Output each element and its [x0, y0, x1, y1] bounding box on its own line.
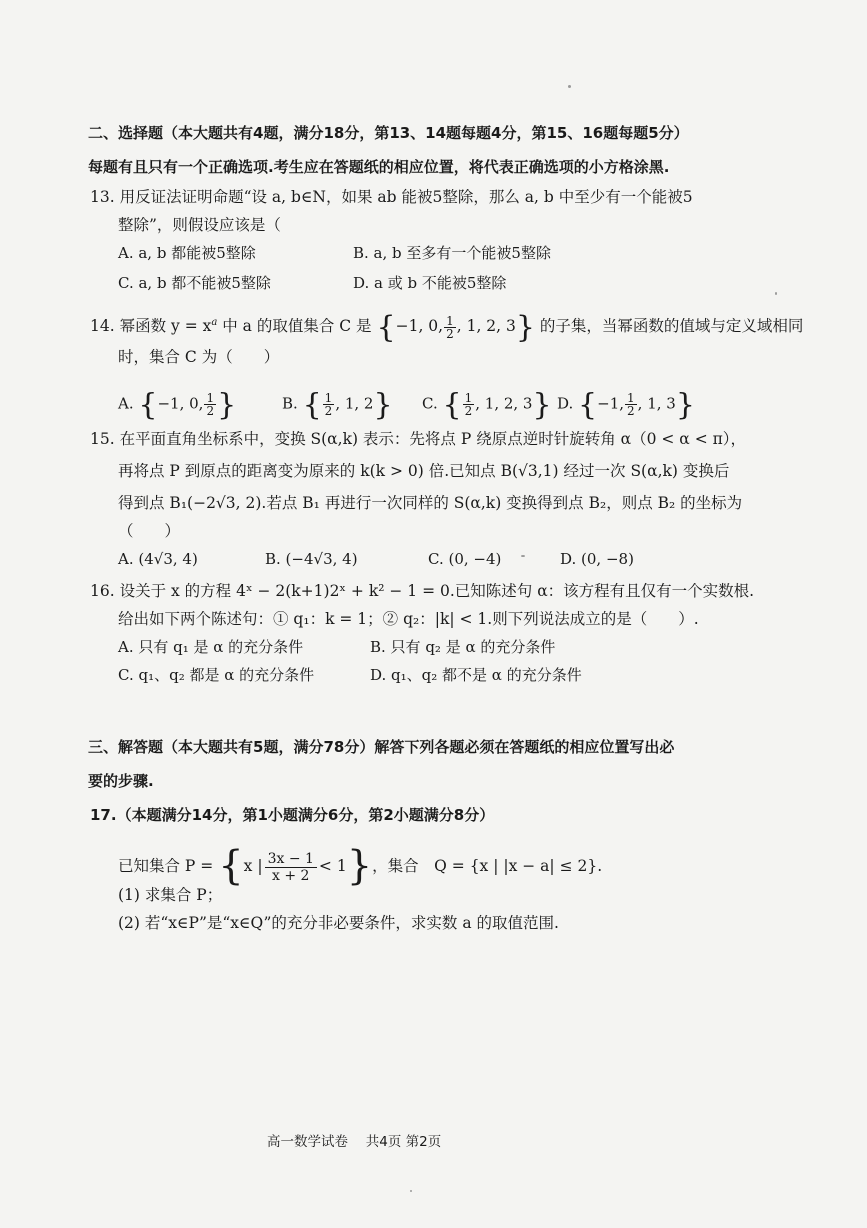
- left-brace: {: [138, 387, 158, 423]
- section3-heading-cont: 要的步骤.: [88, 772, 154, 790]
- page-footer: 高一数学试卷 共4页 第2页: [267, 1134, 442, 1150]
- fraction-denominator: 2: [464, 404, 473, 418]
- q17-header: 17.（本题满分14分，第1小题满分6分，第2小题满分8分）: [90, 806, 495, 824]
- q16-option-a: A. 只有 q₁ 是 α 的充分条件: [118, 638, 304, 656]
- option-fraction: [625, 392, 637, 417]
- q17-set-pre: x |: [243, 857, 263, 875]
- q14-exponent: a: [211, 317, 218, 328]
- option-label: B.: [282, 394, 298, 413]
- q17-given-part-b: ，集合 Q = {x | |x − a| ≤ 2}.: [372, 857, 603, 875]
- q15-option-c: C. (0, −4): [428, 550, 502, 568]
- q14-set-pre: −1, 0,: [395, 317, 444, 336]
- q17-fraction: [265, 851, 317, 884]
- fraction-numerator: 1: [324, 391, 333, 405]
- left-brace: {: [442, 387, 462, 423]
- fraction-numerator: 3x − 1: [265, 851, 317, 868]
- option-set-pre: −1, 0,: [157, 394, 204, 413]
- q17-given: [118, 843, 603, 889]
- q15-option-a: A. (4√3, 4): [118, 550, 198, 568]
- q14-option-b: [282, 387, 393, 423]
- q14-stem-part-b: 中 a 的取值集合 C 是: [217, 317, 372, 336]
- left-brace: {: [376, 310, 396, 346]
- fraction-denominator: 2: [206, 404, 215, 418]
- right-brace: }: [675, 387, 695, 423]
- fraction-numerator: 1: [206, 391, 215, 405]
- q13-option-b: B. a, b 至多有一个能被5整除: [353, 244, 551, 262]
- option-label: A.: [118, 394, 134, 413]
- fraction-numerator: 1: [446, 313, 454, 328]
- scan-speck: [521, 555, 525, 557]
- fraction-numerator: 1: [627, 391, 635, 405]
- q17-part2: (2) 若“x∈P”是“x∈Q”的充分非必要条件，求实数 a 的取值范围.: [118, 914, 559, 932]
- scan-speck: [568, 85, 571, 88]
- fraction-denominator: x + 2: [272, 867, 310, 884]
- q14-stem-line1: [90, 310, 804, 346]
- q13-stem-line1: 13. 用反证法证明命题“设 a, b∈N，如果 ab 能被5整除，那么 a, b 中至少有一个能被5: [90, 188, 693, 206]
- q13-option-c: C. a, b 都不能被5整除: [118, 274, 271, 292]
- option-set-post: , 1, 2: [335, 394, 374, 413]
- left-brace: {: [218, 843, 244, 889]
- q14-stem-line2: 时，集合 C 为（ ）: [118, 348, 280, 366]
- q13-stem-line2: 整除”，则假设应该是（: [118, 216, 281, 234]
- right-brace: }: [373, 387, 393, 423]
- right-brace: }: [515, 310, 535, 346]
- q16-option-d: D. q₁、q₂ 都不是 α 的充分条件: [370, 666, 582, 684]
- section2-instruction: 每题有且只有一个正确选项.考生应在答题纸的相应位置，将代表正确选项的小方格涂黑.: [88, 158, 670, 176]
- q15-stem-line2: 再将点 P 到原点的距离变为原来的 k(k > 0) 倍.已知点 B(√3,1) 经过一次 S(α,k) 变换后: [118, 462, 730, 480]
- option-set-post: , 1, 3: [637, 394, 676, 413]
- scan-speck: [775, 292, 777, 295]
- q15-option-d: D. (0, −8): [560, 550, 634, 568]
- fraction-numerator: 1: [464, 391, 473, 405]
- fraction-denominator: 2: [324, 404, 333, 418]
- fraction-denominator: 2: [446, 326, 454, 341]
- scan-speck: [410, 1190, 412, 1192]
- left-brace: {: [578, 387, 598, 423]
- q14-set-post: , 1, 2, 3: [456, 317, 516, 336]
- q14-stem-part-c: 的子集，当幂函数的值域与定义域相同: [539, 317, 804, 336]
- q14-option-d: [557, 387, 695, 423]
- q16-option-c: C. q₁、q₂ 都是 α 的充分条件: [118, 666, 315, 684]
- option-fraction: [463, 392, 475, 417]
- q15-stem-line3: 得到点 B₁(−2√3, 2).若点 B₁ 再进行一次同样的 S(α,k) 变换得到点 B₂，则点 B₂ 的坐标为: [118, 494, 743, 512]
- option-label: C.: [422, 394, 438, 413]
- section2-heading: 二、选择题（本大题共有4题，满分18分，第13、14题每题4分，第15、16题每题5分）: [88, 124, 689, 142]
- q14-set-fraction: [444, 315, 456, 340]
- q17-set-post: < 1: [318, 857, 347, 875]
- section3-heading: 三、解答题（本大题共有5题，满分78分）解答下列各题必须在答题纸的相应位置写出必: [88, 738, 675, 756]
- q16-stem-line1: 16. 设关于 x 的方程 4ˣ − 2(k+1)2ˣ + k² − 1 = 0.已知陈述句 α：该方程有且仅有一个实数根.: [90, 582, 755, 600]
- option-label: D.: [557, 394, 574, 413]
- option-fraction: [323, 392, 335, 417]
- right-brace: }: [346, 843, 373, 889]
- q13-option-a: A. a, b 都能被5整除: [118, 244, 256, 262]
- q14-stem-part-a: 14. 幂函数 y = x: [90, 317, 212, 336]
- q15-stem-line1: 15. 在平面直角坐标系中，变换 S(α,k) 表示：先将点 P 绕原点逆时针旋转角 α（0 < α < π），: [90, 430, 747, 448]
- right-brace: }: [532, 387, 552, 423]
- option-set-pre: −1,: [597, 394, 625, 413]
- q13-option-d: D. a 或 b 不能被5整除: [353, 274, 507, 292]
- q17-given-part-a: 已知集合 P =: [118, 857, 214, 875]
- q15-stem-line4: （ ）: [118, 522, 181, 540]
- q16-stem-line2: 给出如下两个陈述句：① q₁：k = 1；② q₂：|k| < 1.则下列说法成立的是（ ）.: [118, 610, 699, 628]
- option-set-post: , 1, 2, 3: [475, 394, 533, 413]
- q15-option-b: B. (−4√3, 4): [265, 550, 358, 568]
- q16-option-b: B. 只有 q₂ 是 α 的充分条件: [370, 638, 556, 656]
- q17-part1: (1) 求集合 P；: [118, 886, 223, 904]
- left-brace: {: [302, 387, 322, 423]
- fraction-denominator: 2: [627, 404, 635, 418]
- q14-option-c: [422, 387, 552, 423]
- right-brace: }: [217, 387, 237, 423]
- option-fraction: [204, 392, 216, 417]
- q14-option-a: [118, 387, 237, 423]
